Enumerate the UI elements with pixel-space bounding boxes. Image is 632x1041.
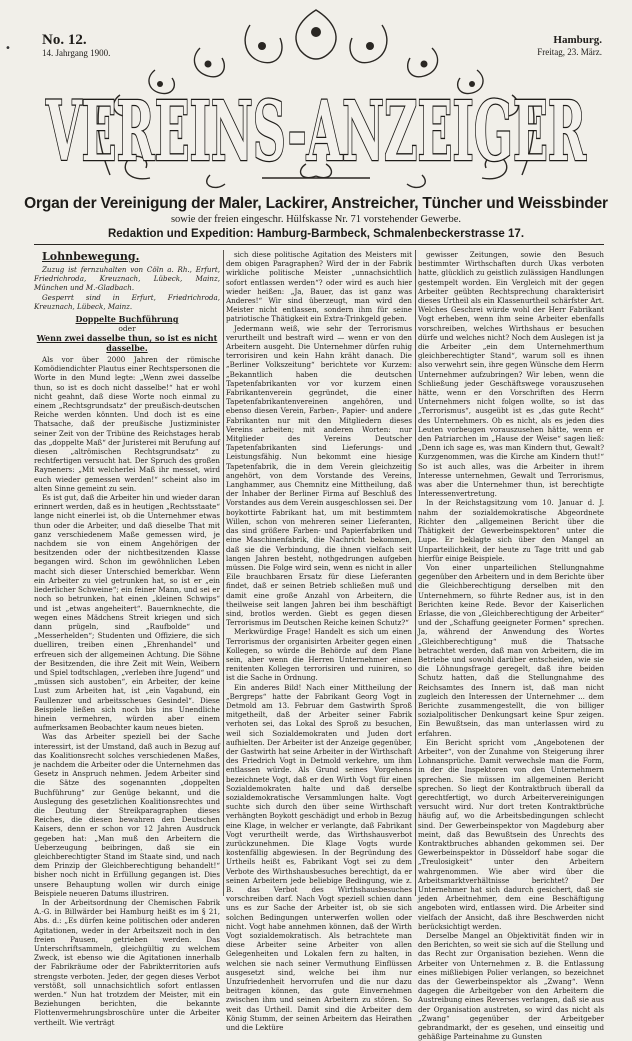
column-divider (223, 250, 224, 896)
editorial-address: Redaktion und Expedition: Hamburg-Barmbeck, Schmalenbeckerstrasse 17. (107, 228, 525, 240)
paragraph: Von einer unparteilichen Stellungnahme gegenüber den Arbeitern und in dem Berichte über die Gleichberechtigung derselben mit den Unternehmern, so führte Redner aus, ist in den Berichten keine Rede. Bevor der Kaiserlichen Erlasse, die von „Gleichberechtigung der Arbeiter“ und der „Schaffung geeigneter Formen“ sprechen. Ja, während der Anwendung des Wortes „Gleichberechtigung“ muß die Thatsache betrachtet werden, daß man von Arbeitern, die im Betriebe und sowohl darüber entscheiden, wie sie die Löhnungsfrage geregelt, daß ihre beiden Schutz hatten, daß die Stellungnahme des Reichsamtes des Innern ist, daß man nicht zugleich den Interessen der Unternehmer ... dem Berichte zusammengestellt, die von billiger sozialpolitischer Denkungsart keine Spur zeigen. Ein Bewußtsein, das man unterlassen wird zu erfahren. (418, 562, 604, 738)
article-title: Doppelte Buchführung (75, 314, 179, 325)
hole-mark: • (5, 43, 11, 54)
paragraph: Merkwürdige Frage! Handelt es sich um einen Terrorismus der organisirten Arbeiter gegen einen Kollegen, so würde die Behörde auf dem Plane sein, aber wenn die Herren Unternehmer einen renitenten Kollegen terrorisiren und ruiniren, so ist die Sache in Ordnung. (226, 627, 412, 683)
volume-year: 14. Jahrgang 1900. (42, 48, 111, 58)
article-subtitle: oder (118, 324, 136, 334)
paragraph: sich diese politische Agitation des Meisters mit dem obigen Paragraphen? Wird der in der Fabrik wirkliche politische Meister „unnachsichtlich sofort entlassen werden“? oder wird es auch hier wieder heißen: „Ja, Bauer, das ist ganz was Anderes!“ Wir sind überzeugt, man wird den Meister nicht entlassen, sondern ihm für seine patriotische Thätigkeit ein Extra-Trinkgeld geben. (226, 250, 412, 324)
paragraph: Jedermann weiß, wie sehr der Terrorismus verurtheilt und bestraft wird — wenn er von den Arbeitern ausgeht. Die Unternehmer dürfen ruhig terrorisiren und kein Hahn kräht danach. Die „Berliner Volkszeitung“ berichtete vor Kurzem: „Bekanntlich haben die deutschen Tapetenfabrikanten vor vor kurzem einen Fabrikantenverein gegründet, die einer Tapetenfabrikantenvereinen angehören, und ebenso diesen Verein, Farben-, Papier- und andere Fabrikanten nur mit den Mitgliedern dieses Vereins arbeiten; mit anderen Worten: nur Mitglieder des Vereins Deutscher Tapetenfabrikanten sind Lieferungs- und Leistungsfähig. Nun bekommt eine hiesige Tapetenfabrik, die in dem Verein gleichzeitig angehört, von dem Vorstande des Vereins, Langhammer, aus Chemnitz eine Mittheilung, daß der Inhaber der Berliner Firma auf Beschluß des Vorstandes aus dem Verein ausgeschlossen sei. Der boykottirte Fabrikant hat, um mit bestimmtem Willen, schon von mehreren seiner Lieferanten, das sind größere Farben- und Papierfabriken und eine Maschinenfabrik, die Nachricht bekommen, daß sie die Verbindung, die ihnen vielfach seit langen Jahren besteht, nothgedrungen aufgeben müssen. Die Folge wird sein, wenn es nicht in aller Eile brauchbaren Ersatz für diese Lieferanten findet, daß er seinen Betrieb schließen muß und damit eine große Anzahl von Arbeitern, die theilweise seit langen Jahren bei ihm beschäftigt sind, brotlos werden. Giebt es gegen diesen Terrorismus im Deutschen Reiche keinen Schutz?“ (226, 323, 412, 628)
paragraph: Ein anderes Bild! Nach einer Mittheilung der „Bergreps“ hatte der Fabrikant Georg Vogt in Detmold am 13. Februar dem Gastwirth Sproß mitgetheilt, daß der Arbeiter seiner Fabrik verhoten sei, das Lokal des Sproß zu besuchen, weil sich Sozialdemokraten und Juden dort aufhielten. Der Arbeiter ist der Anzeige gegenüber, der Gastwirth hat seine Arbeiter in der Wirthschaft des Friedrich Vogt in Detmold verkehre, um ihm entlassen würde. Als Grund seines Vorgehens bezeichnete Vogt, daß er den Wirth Vogt für einen Sozialdemokraten halte und daß derselbe sozialdemokratische Versammlungen halte. Vogt suchte sich durch den über seine Wirthschaft verhängten Boykott geschädigt und erhob in Bezug eine Klage, in welcher er verlangte, daß Fabrikant Vogt verurtheilt werde, das Wirthshausverbot zurückzunehmen. Die Klage Vogts wurde kostenfällig abgewiesen. In der Begründung des Urtheils heißt es, Fabrikant Vogt sei zu dem Verbote des Wirthshausbesuches berechtigt, da er seinen Arbeitern jede beliebige Bedingung, wie z. B. das Verbot des Wirthshausbesuches vorschreiben darf. Nach Vogt speziell schien dann uns es zur Sache der Arbeiter ist, ob sie sich solchen Bedingungen unterwerfen wollen oder nicht. Vogt habe annehmen können, daß der Wirth Vogt sozialdemokratisch. Als betrachtete man diese Arbeiter seine Arbeiter von allen Gelegenheiten und Lokalen fern zu halten, in welchen sie nach seiner Vermuthung Einflüssen ausgesetzt sind, welche bei ihm nur Unzufriedenheit hervorrufen und die nur dazu beitragen können, das gute Einvernehmen zwischen ihm und seinen Arbeitern zu stören. So weit das Urtheil. Damit sind die Arbeiter dem König Stumm, der seinen Arbeitern das Heirathen und die Lektüre (226, 682, 412, 1033)
paragraph: In der Arbeitsordnung der Chemischen Fabrik A.-G. in Billwärder bei Hamburg heißt es im § 21, Abs. d.: „Es dürfen keine politischen oder anderen Agitationen, weder in der Arbeitszeit noch in den freien Pausen, getrieben werden. Das Unterschriftsammeln, gleichgültig zu welchem Zweck, ist ebenso wie die Agitationen innerhalb der Fabrikräume oder der Fabrikterritorien aufs strengste verboten. Jeder, der gegen dieses Verbot verstößt, soll unnachsichtlich sofort entlassen werden.“ Nun hat trotzdem der Meister, mit ein Beziehungen berichten, die bekannte Flottenvermehrungsbroschüre unter die Arbeiter vertheilt. Wie verträgt (34, 898, 220, 1027)
header-rule (34, 244, 604, 245)
column-1 (34, 250, 221, 1027)
paragraph: gewisser Zeitungen, sowie den Besuch bestimmter Wirthschaften durch Ukas verboten hatte, glücklich zu geistlich zulässigen Handlungen gestempelt worden. Ein Vergleich mit der gegen Arbeiter geübten Rechtsprechung charakterisirt dieses Urtheil als ein Klassenurtheil schärfster Art. Welches Geschrei würde wohl der Herr Fabrikant Vogt erheben, wenn ihm seine Arbeiter ebenfalls vorschreiben, welches Wirthshaus er besuchen dürfe und welches nicht? Noch dem Auslegen ist ja die Arbeiter „ein dem Unternehmerthum gleichberechtigter Stand“, warum soll es ihnen also verwehrt sein, ihre gegen Wünsche dem Herrn Unternehmer aufzubringen? Wir leben, wenn die Schließung jeder Geschäftswege vorauszusehen hätte, wenn er den Vorschriften des Herrn Unternehmers nicht folgen wollte, so ist das „Terrorismus“, ausgeübt ist es „das gute Recht“ des Unternehmers. Ob es nicht, als es jeden dies Leuten vorbeugen vorauszusehen hätte, wenn er den Patriarchen im „Hause der Weise“ sagen ließ: „Denn ich sage es, was man Kindern thut, Gewalt? Kurzgenommen, was die Kirche am Kindern thut!“ So ist auch alles, was die Arbeiter in ihrem Interesse unternehmen, Gewalt und Terrorismus, was aber die Unternehmer thun, ist berechtigte Interessenvertretung. (418, 250, 604, 499)
section-heading: Lohnbewegung. (42, 250, 140, 263)
organ-subtitle: Organ der Vereinigung der Maler, Lackirer, Anstreicher, Tüncher und Weissbinder (24, 195, 608, 212)
publication-city: Hamburg. (553, 34, 602, 46)
paragraph: Es ist gut, daß die Arbeiter hin und wieder daran erinnert werden, daß es in heutigen „Rechtsstaate“ lange nicht einerlei ist, ob die Unternehmer etwas thun oder die Arbeiter, und daß dieselbe That mit ganz verschiedenem Maße gemessen wird, je nachdem sie von einem Angehörigen der besitzenden oder der nichtbesitzenden Klasse begangen wird. Schon im gewöhnlichen Leben macht sich dieser Unterschied bemerkbar. Wenn ein Arbeiter zu viel getrunken hat, so ist er „ein liederlicher Schweine“; ein feiner Mann, und sei er noch so betrunken, hat einen „kleinen Schwips“ und ist „etwas angeheitert“. Bauernknechte, die wegen eines Mädchens Streit kriegen und sich dann prügeln, sind „Raufbolde“ und „Messerhelden“; Studenten und Offiziere, die sich duelliren, treiben einen „Ehrenhandel“ und erfreuen sich der allgemeinen Achtung. Die Söhne der Besitzenden, die ihre Zeit mit Wein, Weibern und Spiel todtschlagen, „verleben ihre Jugend“ und „müssen sich austoben“, ein Arbeiter, der keine Lust zum Arbeiten hat, ist „ein Vagabund, ein Faullenzer und arbeitsscheues Gesindel“. Diese Beispiele ließen sich noch bis ins Unendliche hinein vermehren, würden aber einem aufmerksamen Beobachter kaum neues bieten. (34, 493, 221, 733)
article-columns (34, 250, 604, 1041)
column-3 (418, 250, 604, 1041)
masthead-title (0, 84, 632, 180)
article-lead: Wenn zwei dasselbe thun, so ist es nicht dasselbe. (36, 333, 218, 354)
publication-date: Freitag, 23. März. (537, 47, 602, 57)
masthead-title-text: VEREINS-ANZEIGER (45, 84, 587, 180)
issue-number: No. 12. (42, 32, 87, 48)
paragraph: Ein Bericht spricht vom „Angebotenen der Arbeiter“, von der Zunahme von Steigerung ihrer Lohnansprüche. Damit verwechsle man die Form, in der die Inspektoren von den Unternehmern sprechen. Sie müssen im allgemeinen Bericht sprechen. So liegt der Kontraktbruch überall da gerechtfertigt, wo durch Arbeitervereinigungen versucht wird. Nur dort treten Kontraktbrüche häufig auf, wo die Arbeitsbedingungen schlecht sind. Der Gewerbeinspektor von Magdeburg aber meint, daß das Bewußtsein des Unrechts des Kontraktbruches abhanden gekommen sei. Der Gewerbeinspektor in Düsseldorf habe sogar die „Treulosigkeit“ unter den Arbeitern wahrgenommen. Wie aber wird über die Arbeitsmarktverhältnisse berichtet? Der Unternehmer hat sich dadurch gesichert, daß sie jeden Arbeitnehmer, dem eine Beschäftigung angeboten wird, entlassen wird. Die Arbeiter sind vielfach der Ansicht, daß ihre Beschwerden nicht berücksichtigt werden. (418, 737, 604, 931)
column-2 (226, 250, 412, 1033)
paragraph: Was das Arbeiter speziell bei der Sache interessirt, ist der Umstand, daß auch in Bezug auf das Koalitionsrecht solches verschiedenen Maßes, je nachdem die Arbeiter oder die Unternehmen das Gesetz in Anspruch nehmen. Jedem Arbeiter sind die Sätze des sogenannten „doppelten Buchführung“ zur Genüge bekannt, und die Auslegung des gesetzlichen Koalitionsrechtes und die Deutung der Streikparagraphen dieses Reiches, die diesen bewahren den Deutschen Kaisers, denn er schon vor 12 Jahren Ausdruck gegeben hat: „Man muß den Arbeitern die Ueberzeugung beibringen, daß sie ein gleichberechtigter Stand im Staate sind, und nach dem Prinzip der Gleichberechtigung behandelt!“ bisher noch nicht in Erfüllung gegangen ist. Dies unsere Behauptung wollen wir durch einige Beispiele neueren Datums illustriren. (34, 732, 220, 898)
zuzug-notice: Zuzug ist fernzuhalten von Cöln a. Rh., Erfurt, Friedrichroda, Kreuznach, Lübeck, Mainz, München und M.-Gladbach. (34, 265, 220, 293)
gesperrt-notice: Gesperrt sind in Erfurt, Friedrichroda, Kreuznach, Lübeck, Mainz. (34, 292, 220, 311)
column-divider (415, 250, 416, 896)
masthead-header (0, 0, 632, 240)
paragraph: Als vor über 2000 Jahren der römische Komödiendichter Plautus einer Rechtspersonen die Worte in den Mund legte: „Wenn zwei dasselbe thun, so ist es doch nicht dasselbe!“ hat er wohl nicht geahnt, daß diese Worte noch einmal zu einem „Rechtsgrundsatz“ der preußisch-deutschen Reiche werden könnten. Und doch ist es eine Thatsache, daß der preußische Justizminister seiner Zeit von der Tribüne des Reichstages herab das „doppelte Maß“ der Juristerei mit Berufung auf diesen „altrömischen Rechtsgrundsatz“ zu rechtfertigen versucht hat. Der Spruch des großen Rayneners: „Mit welcherlei Maß ihr messet, wird euch wieder gemessen werden!“ scheint also im alten Sinne gemeint zu sein. (34, 355, 220, 493)
kasse-subtitle: sowie der freien eingeschr. Hülfskasse Nr. 71 vorstehender Gewerbe. (170, 214, 462, 225)
paragraph: In der Reichstagsitzung vom 10. Januar d. J. nahm der sozialdemokratische Abgeordnete Richter den „allgemeinen Bericht über die Thätigkeit der Gewerbeinspektoren“ unter die Lupe. Er beklagte sich über den Mangel an Unparteilichkeit, der heute zu Tage tritt und gab hierfür einige Beispiele. (418, 498, 604, 563)
paragraph: Derselbe Mangel an Objektivität finden wir in den Berichten, so weit sie sich auf die Stellung und das Recht zur Organisation beziehen. Wenn die Arbeiter von Unternehmen z. B. die Entlassung eines mißliebigen Polier verlangen, so bezeichnet das der Gewerbeinspektor als „Zwang“. Wenn dagegen die Arbeitgeber von den Arbeitern die Austreibung eines Reverses verlangen, daß sie aus der Organisation austreten, so wird das nicht als „Zwang“ gegenüber der Arbeitgeber gebrandmarkt, der es gesehen, und einseitig und gehäßige Parteinahme zu Gunsten (418, 931, 604, 1041)
